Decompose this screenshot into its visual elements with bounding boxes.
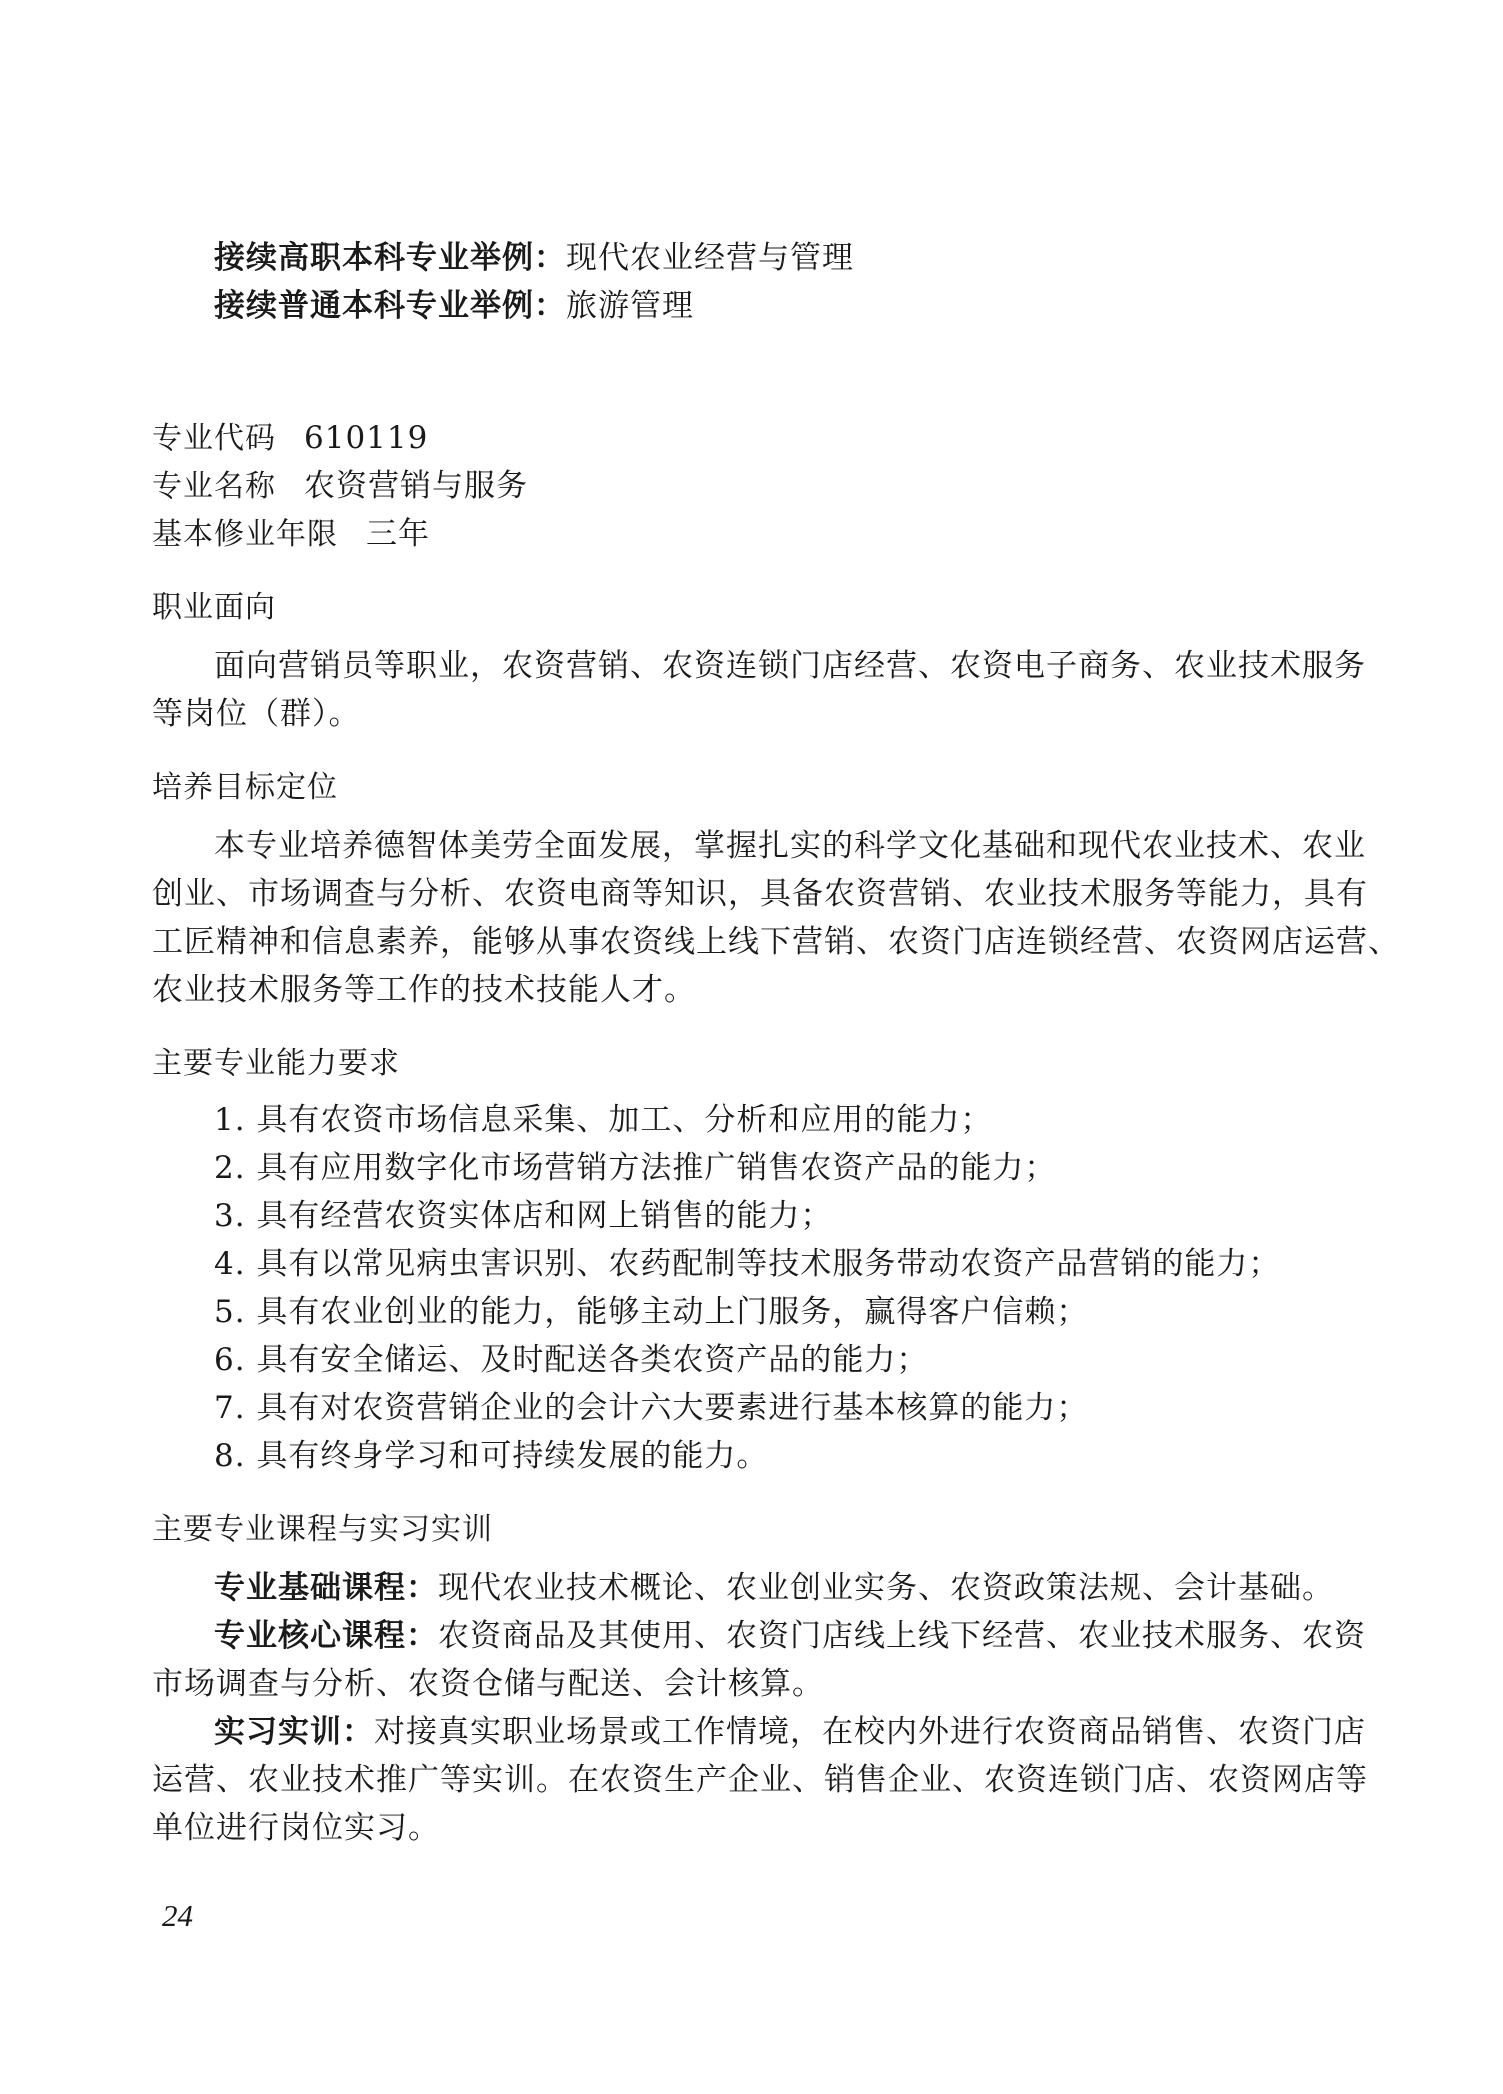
page-number: 24 (162, 1898, 193, 1933)
list-item (214, 1340, 1503, 1380)
list-item (214, 1196, 1503, 1236)
list-item-text: 具有农业创业的能力，能够主动上门服务，赢得客户信赖； (256, 1294, 1089, 1330)
objective-line-1: 本专业培养德智体美劳全面发展，掌握扎实的科学文化基础和现代农业技术、农业 (214, 828, 1366, 864)
career-line-2: 等岗位（群）。 (152, 696, 361, 732)
list-item-text: 具有经营农资实体店和网上销售的能力； (256, 1198, 833, 1234)
program-name-label: 专业名称 (152, 469, 276, 504)
core-courses-label: 专业核心课程： (214, 1618, 438, 1654)
list-item-number: 4. (214, 1246, 246, 1282)
program-name-value: 农资营销与服务 (304, 468, 528, 504)
list-item (214, 1388, 1503, 1428)
foundation-courses-label: 专业基础课程： (214, 1570, 438, 1606)
undergraduate-value: 旅游管理 (566, 288, 694, 324)
list-item (214, 1244, 1503, 1284)
list-item-number: 6. (214, 1342, 246, 1378)
practice-line (214, 1712, 1503, 1752)
objective-line-3: 工匠精神和信息素养，能够从事农资线上线下营销、农资门店连锁经营、农资网店运营、 (152, 924, 1400, 960)
foundation-courses-line (214, 1568, 1503, 1608)
list-item (214, 1436, 1503, 1476)
list-item-number: 5. (214, 1294, 246, 1330)
core-courses-line-2: 市场调查与分析、农资仓储与配送、会计核算。 (152, 1666, 824, 1702)
higher-vocational-label: 接续高职本科专业举例： (214, 240, 566, 276)
list-item-number: 8. (214, 1438, 246, 1474)
core-courses-text: 农资商品及其使用、农资门店线上线下经营、农业技术服务、农资 (438, 1618, 1366, 1654)
abilities-heading: 主要专业能力要求 (152, 1046, 400, 1081)
foundation-courses-text: 现代农业技术概论、农业创业实务、农资政策法规、会计基础。 (438, 1570, 1334, 1606)
objective-heading: 培养目标定位 (152, 770, 338, 805)
practice-line-3: 单位进行岗位实习。 (152, 1810, 440, 1846)
list-item-text: 具有应用数字化市场营销方法推广销售农资产品的能力； (256, 1150, 1057, 1186)
list-item-text: 具有农资市场信息采集、加工、分析和应用的能力； (256, 1102, 993, 1138)
list-item-text: 具有以常见病虫害识别、农药配制等技术服务带动农资产品营销的能力； (256, 1246, 1281, 1282)
program-code-value: 610119 (304, 420, 429, 456)
courses-heading: 主要专业课程与实习实训 (152, 1512, 493, 1547)
practice-label: 实习实训： (214, 1714, 374, 1750)
higher-vocational-value: 现代农业经营与管理 (566, 240, 854, 276)
list-item-number: 7. (214, 1390, 246, 1426)
program-name-line (152, 466, 1503, 507)
list-item-text: 具有安全储运、及时配送各类农资产品的能力； (256, 1342, 929, 1378)
program-code-label: 专业代码 (152, 421, 276, 456)
higher-vocational-line (214, 238, 1503, 278)
list-item-number: 2. (214, 1150, 246, 1186)
list-item-number: 3. (214, 1198, 246, 1234)
practice-line-2: 运营、农业技术推广等实训。在农资生产企业、销售企业、农资连锁门店、农资网店等 (152, 1762, 1368, 1798)
core-courses-line (214, 1616, 1503, 1656)
list-item (214, 1148, 1503, 1188)
program-duration-label: 基本修业年限 (152, 517, 338, 552)
objective-line-2: 创业、市场调查与分析、农资电商等知识，具备农资营销、农业技术服务等能力，具有 (152, 876, 1368, 912)
list-item-number: 1. (214, 1102, 246, 1138)
undergraduate-line (214, 286, 1503, 326)
program-duration-line (152, 514, 1503, 555)
career-heading: 职业面向 (152, 590, 276, 625)
list-item-text: 具有对农资营销企业的会计六大要素进行基本核算的能力； (256, 1390, 1089, 1426)
list-item (214, 1100, 1503, 1140)
practice-text: 对接真实职业场景或工作情境，在校内外进行农资商品销售、农资门店 (374, 1714, 1366, 1750)
program-duration-value: 三年 (366, 516, 430, 552)
undergraduate-label: 接续普通本科专业举例： (214, 288, 566, 324)
career-line-1: 面向营销员等职业，农资营销、农资连锁门店经营、农资电子商务、农业技术服务 (214, 648, 1366, 684)
program-code-line (152, 418, 1503, 459)
list-item (214, 1292, 1503, 1332)
objective-line-4: 农业技术服务等工作的技术技能人才。 (152, 972, 696, 1008)
list-item-text: 具有终身学习和可持续发展的能力。 (256, 1438, 769, 1474)
